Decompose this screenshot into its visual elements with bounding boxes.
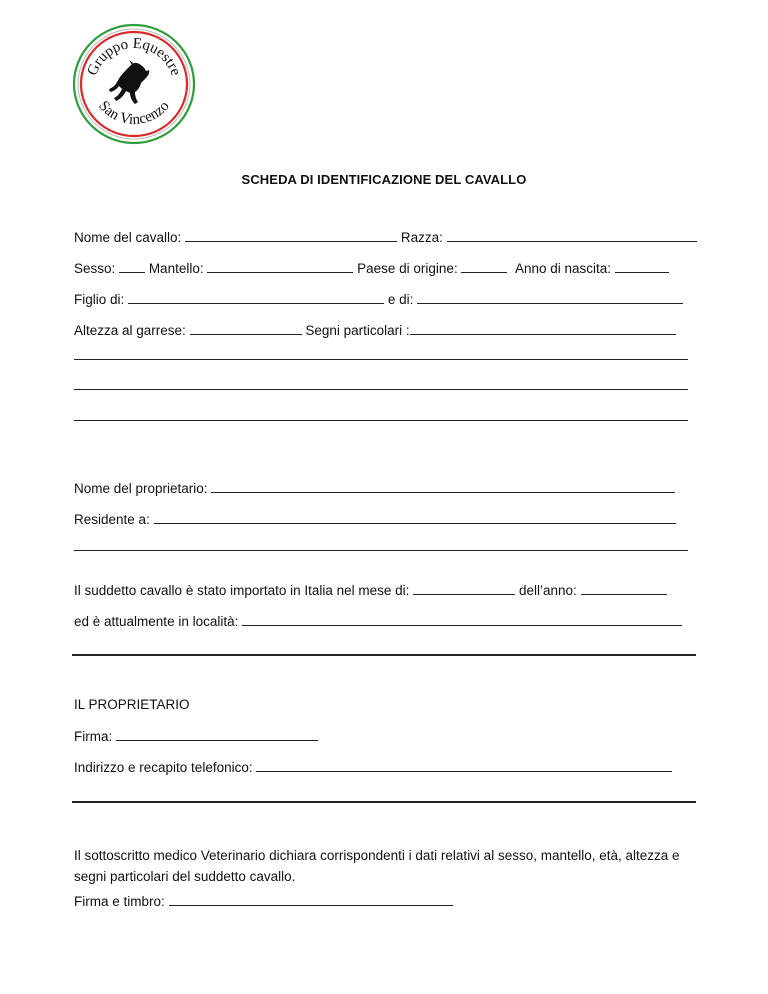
section-divider-1 [72,654,696,656]
logo-text-top: Gruppo Equestre [84,35,184,79]
height-label: Altezza al garrese: [74,323,186,338]
row-owner-name [74,479,675,498]
import-year-field[interactable] [581,581,667,595]
row-vet-stamp [74,892,453,911]
owner-name-field[interactable] [211,479,675,493]
coat-label: Mantello: [148,261,204,276]
address-label: Indirizzo e recapito telefonico: [74,760,253,775]
row-height-marks [74,321,676,340]
marks-line-2[interactable] [74,389,688,390]
resident-label: Residente a: [74,512,150,527]
import-month-field[interactable] [413,581,515,595]
origin-label: Paese di origine: [357,261,458,276]
dam-label: e di: [387,292,414,307]
sex-field[interactable] [119,259,145,273]
location-field[interactable] [242,612,682,626]
birth-year-label: Anno di nascita: [514,261,612,276]
coat-field[interactable] [207,259,353,273]
resident-line-2[interactable] [74,550,688,551]
row-resident [74,510,676,529]
location-label: ed è attualmente in località: [74,614,239,629]
row-parents [74,290,683,309]
horse-name-label: Nome del cavallo: [74,230,182,245]
owner-signature-heading: IL PROPRIETARIO [74,697,190,712]
row-address [74,758,672,777]
marks-line-1[interactable] [74,359,688,360]
logo-text-bottom: San Vincenzo [95,98,173,129]
address-field[interactable] [256,758,672,772]
breed-label: Razza: [400,230,443,245]
section-divider-2 [72,801,696,803]
origin-field[interactable] [461,259,507,273]
owner-sign-field[interactable] [116,727,318,741]
row-name-breed [74,228,697,247]
row-import [74,581,667,600]
height-field[interactable] [190,321,302,335]
marks-label: Segni particolari : [305,323,410,338]
row-location [74,612,682,631]
horse-icon [109,60,149,104]
sire-label: Figlio di: [74,292,125,307]
sire-field[interactable] [128,290,384,304]
row-owner-sign [74,727,318,746]
row-sex-coat [74,259,669,278]
import-year-label: dell’anno: [518,583,577,598]
sex-label: Sesso: [74,261,116,276]
dam-field[interactable] [417,290,683,304]
marks-line-3[interactable] [74,420,688,421]
birth-year-field[interactable] [615,259,669,273]
vet-statement: Il sottoscritto medico Veterinario dichiara corrispondenti i dati relativi al sesso, mantello, età, altezza e segni particolari del suddetto cavallo. [74,848,680,884]
horse-name-field[interactable] [185,228,397,242]
resident-field[interactable] [154,510,676,524]
breed-field[interactable] [447,228,697,242]
vet-stamp-field[interactable] [169,892,453,906]
page-title: SCHEDA DI IDENTIFICAZIONE DEL CAVALLO [241,172,527,187]
vet-stamp-label: Firma e timbro: [74,894,165,909]
club-logo [72,22,196,146]
marks-field[interactable] [410,321,676,335]
import-month-label: Il suddetto cavallo è stato importato in Italia nel mese di: [74,583,410,598]
owner-sign-label: Firma: [74,729,113,744]
owner-name-label: Nome del proprietario: [74,481,208,496]
